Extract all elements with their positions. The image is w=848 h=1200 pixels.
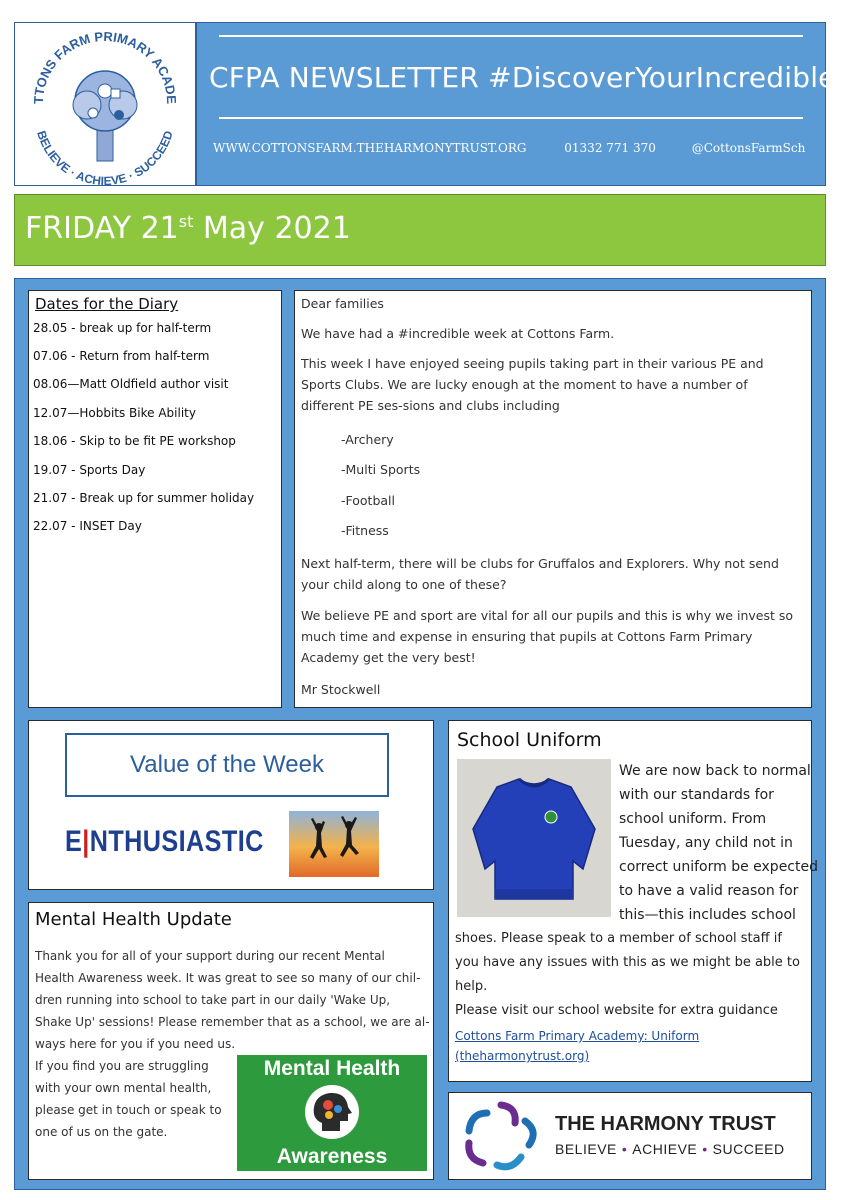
mental-health-awareness-logo <box>237 1055 427 1171</box>
uniform-text-line: shoes. Please speak to a member of school staff if <box>455 931 782 946</box>
club-item: -Archery <box>341 432 394 447</box>
club-item: -Multi Sports <box>341 462 421 477</box>
mental-health-text-line: dren running into school to take part in our daily 'Wake Up, <box>35 993 391 1007</box>
mental-health-text-line: with your own mental health, <box>35 1081 212 1095</box>
letter-paragraph: We believe PE and sport are vital for all our pupils and this is why we invest so much time and expense in ensuring that pupils at Cottons Farm Primary Academy get the very best! <box>301 608 793 665</box>
uniform-website-link[interactable]: Cottons Farm Primary Academy: Uniform <box>455 1029 700 1043</box>
head-gears-icon <box>300 1083 364 1141</box>
header-contacts <box>213 141 805 155</box>
newsletter-date: FRIDAY 21st May 2021 <box>25 211 351 246</box>
mental-health-text-line: one of us on the gate. <box>35 1125 168 1139</box>
uniform-text-line: correct uniform be expected <box>619 859 818 875</box>
letter-paragraph: We have had a #incredible week at Cottons Farm. <box>301 326 615 341</box>
diary-item: 19.07 - Sports Day <box>33 463 146 477</box>
uniform-text-line: Please visit our school website for extra guidance <box>455 1003 778 1018</box>
club-item: -Fitness <box>341 523 389 538</box>
mental-health-text-line: Health Awareness week. It was great to see so many of our chil- <box>35 971 421 985</box>
header-banner <box>196 22 836 186</box>
diary-item: 22.07 - INSET Day <box>33 519 142 533</box>
mental-health-text-line: please get in touch or speak to <box>35 1103 222 1117</box>
letter-paragraph: This week I have enjoyed seeing pupils taking part in their various PE and Sports Clubs. We are lucky enough at the moment to have a number of different PE ses-sions and clubs including <box>301 356 764 413</box>
mental-health-text-line: Shake Up' sessions! Please remember that as a school, we are al- <box>35 1015 430 1029</box>
diary-item: 21.07 - Break up for summer holiday <box>33 491 255 505</box>
diary-item: 12.07—Hobbits Bike Ability <box>33 406 196 420</box>
letter-signoff: Mr Stockwell <box>301 682 381 697</box>
mental-health-panel <box>28 902 434 1180</box>
harmony-trust-logo-icon <box>455 1097 547 1177</box>
diary-item: 28.05 - break up for half-term <box>33 321 212 335</box>
phone-number: 01332 771 370 <box>564 141 656 155</box>
harmony-trust-panel <box>448 1092 812 1180</box>
school-logo <box>14 22 196 186</box>
school-uniform-panel <box>448 720 818 1082</box>
value-title-box <box>65 733 389 797</box>
uniform-text-line: help. <box>455 979 488 994</box>
mh-logo-top-text: Mental Health <box>263 1057 401 1080</box>
uniform-text-line: with our standards for <box>619 787 774 803</box>
harmony-trust-name: THE HARMONY TRUST <box>555 1113 776 1135</box>
jumping-silhouettes-image <box>289 811 379 877</box>
uniform-text-line: to have a valid reason for <box>619 883 799 899</box>
uniform-title: School Uniform <box>457 729 602 751</box>
harmony-trust-tagline: BELIEVE • ACHIEVE • SUCCEED <box>555 1141 785 1157</box>
diary-panel <box>28 290 282 708</box>
mental-health-title: Mental Health Update <box>35 909 232 930</box>
newsletter-title: CFPA NEWSLETTER #DiscoverYourIncredible <box>209 61 836 94</box>
value-of-week-panel <box>28 720 434 890</box>
uniform-text-line: We are now back to normal <box>619 763 811 779</box>
date-banner <box>14 194 826 266</box>
uniform-text-line: this—this includes school <box>619 907 796 923</box>
uniform-text-line: you have any issues with this as we might be able to <box>455 955 800 970</box>
diary-title: Dates for the Diary <box>35 295 179 313</box>
mental-health-text-line: ways here for you if you need us. <box>35 1037 236 1051</box>
school-jumper-image <box>457 759 611 917</box>
header-divider-top <box>219 35 803 37</box>
diary-item: 08.06—Matt Oldfield author visit <box>33 377 229 391</box>
letter-greeting: Dear families <box>301 296 384 311</box>
value-title: Value of the Week <box>130 751 324 778</box>
social-handle[interactable]: @CottonsFarmSch <box>691 141 806 155</box>
uniform-website-link-domain[interactable]: (theharmonytrust.org) <box>455 1049 590 1063</box>
headteacher-letter <box>294 290 812 708</box>
mh-logo-bottom-text: Awareness <box>276 1145 388 1168</box>
uniform-text-line: Tuesday, any child not in <box>619 835 793 851</box>
mental-health-text-line: If you find you are struggling <box>35 1059 209 1073</box>
school-crest-icon <box>15 23 195 185</box>
header-divider-bottom <box>219 117 803 119</box>
diary-item: 07.06 - Return from half-term <box>33 349 210 363</box>
diary-item: 18.06 - Skip to be fit PE workshop <box>33 434 236 448</box>
mental-health-text-line: Thank you for all of your support during our recent Mental <box>35 949 385 963</box>
club-item: -Football <box>341 493 395 508</box>
website-link[interactable]: WWW.COTTONSFARM.THEHARMONYTRUST.ORG <box>213 141 527 155</box>
value-word: E|NTHUSIASTIC <box>65 825 264 858</box>
logo-motto: BELIEVE · ACHIEVE · SUCCEED <box>34 128 176 185</box>
letter-paragraph: Next half-term, there will be clubs for Gruffalos and Explorers. Why not send your child along to one of these? <box>301 556 779 592</box>
logo-arc-text: TTONS FARM PRIMARY ACADE <box>30 28 180 105</box>
uniform-text-line: school uniform. From <box>619 811 767 827</box>
